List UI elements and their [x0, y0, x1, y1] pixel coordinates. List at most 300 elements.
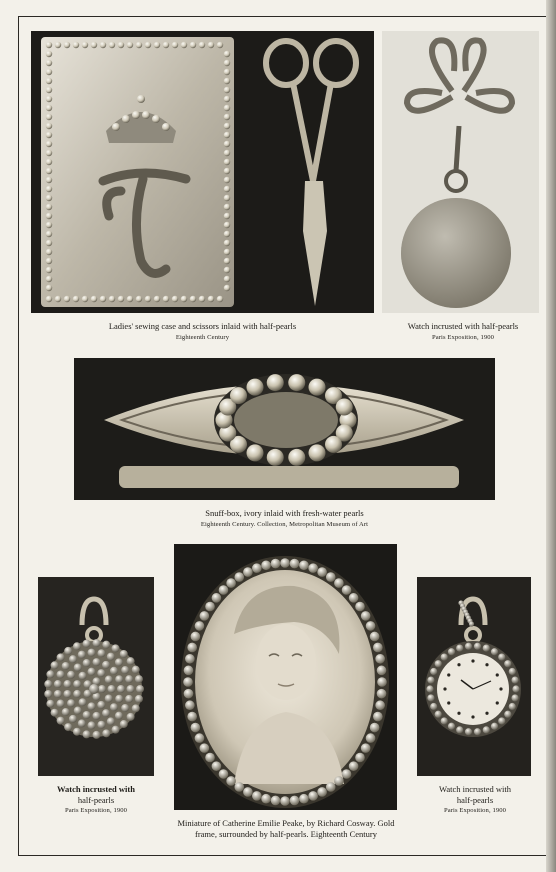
pearl — [219, 769, 229, 779]
pearl — [224, 213, 230, 219]
pearl — [136, 685, 144, 693]
pearl — [234, 572, 244, 582]
dial-tick — [471, 659, 474, 662]
pearl — [100, 42, 106, 48]
pearl — [224, 168, 230, 174]
pearl — [469, 621, 474, 626]
dial-tick — [499, 687, 502, 690]
pearl — [91, 296, 97, 302]
watch-left-caption — [33, 784, 159, 815]
pearl — [46, 51, 52, 57]
pearl — [46, 42, 52, 48]
pearl — [46, 87, 52, 93]
pearl — [121, 666, 129, 674]
pearl — [54, 690, 62, 698]
pearl — [224, 249, 230, 255]
pearl — [46, 700, 54, 708]
pearl — [427, 694, 434, 701]
pearl — [57, 717, 65, 725]
pearl — [325, 436, 342, 453]
pearl — [474, 728, 481, 735]
pearl — [224, 186, 230, 192]
dial-tick — [485, 663, 488, 666]
pearl — [135, 695, 143, 703]
pearl — [271, 796, 281, 806]
pearl — [88, 649, 96, 657]
pearl — [118, 42, 124, 48]
pearl — [120, 720, 128, 728]
pearl — [456, 726, 463, 733]
pearl — [63, 680, 71, 688]
pearl — [224, 240, 230, 246]
pearl — [224, 60, 230, 66]
pearl — [46, 78, 52, 84]
pearl — [73, 642, 81, 650]
pearl — [57, 653, 65, 661]
pearl — [342, 585, 352, 595]
pearl — [46, 159, 52, 165]
pearl — [224, 276, 230, 282]
pearl — [120, 650, 128, 658]
snuff-box-base — [119, 466, 459, 488]
pearl — [46, 195, 52, 201]
pearl — [200, 611, 210, 621]
pearl — [46, 150, 52, 156]
pearl — [79, 672, 87, 680]
pearl — [78, 651, 86, 659]
pearl — [349, 593, 359, 603]
pearl — [46, 240, 52, 246]
pearl — [88, 668, 96, 676]
pearl — [183, 677, 193, 687]
pearl — [46, 123, 52, 129]
pearl — [191, 723, 201, 733]
pearl — [115, 695, 123, 703]
pearl — [199, 296, 205, 302]
pearl — [224, 285, 230, 291]
pearl — [426, 685, 433, 692]
pearl — [83, 640, 91, 648]
pearl — [184, 666, 194, 676]
pearl — [46, 276, 52, 282]
pearl — [280, 558, 290, 568]
clover-watch-caption — [382, 321, 544, 342]
pearl — [115, 675, 123, 683]
pearl — [195, 733, 205, 743]
pearl — [267, 449, 284, 466]
pearl — [200, 743, 210, 753]
pearl — [154, 42, 160, 48]
pearl — [280, 796, 290, 806]
pearl — [243, 787, 253, 797]
pearl — [46, 69, 52, 75]
pearl — [366, 733, 376, 743]
pearl — [46, 141, 52, 147]
pearl — [125, 695, 133, 703]
pearl — [44, 680, 52, 688]
pearl — [54, 680, 62, 688]
pearl — [474, 643, 481, 650]
pearl — [107, 653, 115, 661]
pearl — [212, 593, 222, 603]
pearl — [46, 168, 52, 174]
pearl — [430, 668, 437, 675]
pearl — [326, 572, 336, 582]
pearl — [205, 753, 215, 763]
pearl — [46, 258, 52, 264]
pearl — [115, 712, 123, 720]
pearl — [226, 776, 236, 786]
pearl — [224, 141, 230, 147]
pearl — [190, 296, 196, 302]
pearl — [55, 296, 61, 302]
pearl — [217, 296, 223, 302]
pearl — [308, 563, 318, 573]
pearl — [448, 723, 455, 730]
pearl — [230, 387, 247, 404]
pearl — [271, 559, 281, 569]
pearl — [435, 660, 442, 667]
pearl — [511, 694, 518, 701]
pearl — [308, 791, 318, 801]
caption-text: Watch incrusted with half-pearls — [407, 321, 519, 331]
pearl — [92, 639, 100, 647]
pearl — [187, 712, 197, 722]
pearl — [498, 653, 505, 660]
pearl — [74, 663, 82, 671]
pearl — [195, 621, 205, 631]
pearl — [456, 645, 463, 652]
caption-line2: frame, surrounded by half-pearls. Eighteenth Century — [195, 828, 377, 839]
pearl — [224, 96, 230, 102]
pearl — [73, 42, 79, 48]
pearl — [57, 670, 65, 678]
pearl — [69, 715, 77, 723]
pearl — [64, 42, 70, 48]
pearl — [512, 685, 519, 692]
pearl — [252, 563, 262, 573]
pearl — [97, 701, 105, 709]
pearl — [317, 787, 327, 797]
pearl — [224, 69, 230, 75]
pearl — [91, 42, 97, 48]
pearl — [226, 578, 236, 588]
pearl — [208, 296, 214, 302]
pearl — [267, 374, 284, 391]
pearl — [92, 712, 100, 720]
pearl — [224, 159, 230, 165]
pearl — [127, 296, 133, 302]
caption-text: Ladies' sewing case and scissors inlaid with half-pearls — [108, 321, 297, 331]
pearl — [191, 632, 201, 642]
pearl — [224, 222, 230, 228]
pearl — [326, 782, 336, 792]
pearl — [247, 444, 264, 461]
pearl — [83, 730, 91, 738]
pearl — [370, 632, 380, 642]
pearl — [117, 685, 125, 693]
pearl — [132, 704, 140, 712]
dial-tick — [457, 712, 460, 715]
pearl — [290, 796, 300, 806]
dial-tick — [457, 663, 460, 666]
pearl — [288, 374, 305, 391]
miniature-caption — [150, 818, 422, 839]
pearl — [252, 791, 262, 801]
pearl — [67, 699, 75, 707]
pearl — [46, 296, 52, 302]
pearl — [377, 689, 387, 699]
miniature-photo — [174, 544, 397, 810]
pearl — [55, 42, 61, 48]
pearl — [441, 653, 448, 660]
pearl — [46, 213, 52, 219]
caption-line1: Miniature of Catherine Emilie Peake, by Richard Cosway. Gold — [177, 818, 395, 828]
pearl — [224, 267, 230, 273]
pearl — [504, 660, 511, 667]
pearl — [181, 42, 187, 48]
pearl — [136, 296, 142, 302]
pearl — [448, 648, 455, 655]
pearl — [102, 729, 110, 737]
caption-line1: Watch incrusted with — [57, 784, 135, 794]
pearl — [290, 559, 300, 569]
pearl — [46, 186, 52, 192]
pearl — [145, 296, 151, 302]
pearl — [46, 60, 52, 66]
pearl — [108, 685, 116, 693]
pearl — [115, 658, 123, 666]
caption-subtext: Paris Exposition, 1900 — [443, 807, 507, 815]
pearl — [212, 761, 222, 771]
pearl — [102, 709, 110, 717]
pearl — [483, 726, 490, 733]
pearl — [73, 680, 81, 688]
caption-subtext: Paris Exposition, 1900 — [431, 333, 495, 341]
pearl — [89, 684, 99, 694]
pearl — [317, 567, 327, 577]
pearl — [498, 717, 505, 724]
pearl — [46, 177, 52, 183]
caption-line2: half-pearls — [77, 794, 115, 805]
pearl — [299, 560, 309, 570]
caption-subtext: Paris Exposition, 1900 — [64, 807, 128, 815]
pearl — [334, 776, 344, 786]
pearl — [224, 132, 230, 138]
pearl — [208, 42, 214, 48]
pearl — [46, 204, 52, 210]
pearl — [224, 78, 230, 84]
pearl — [100, 296, 106, 302]
pearl — [187, 643, 197, 653]
pearl — [355, 753, 365, 763]
pearl — [261, 794, 271, 804]
pearl — [62, 662, 70, 670]
pearl — [97, 669, 105, 677]
pearl — [97, 649, 105, 657]
pearl — [46, 132, 52, 138]
pearl — [112, 644, 120, 652]
dial-tick — [447, 701, 450, 704]
pearl — [46, 96, 52, 102]
snuff-box-photo — [74, 358, 495, 500]
pearl — [64, 723, 72, 731]
dial-tick — [496, 673, 499, 676]
pearl — [92, 658, 100, 666]
pearl — [427, 676, 434, 683]
pearl — [219, 585, 229, 595]
pearl — [199, 42, 205, 48]
pearl — [309, 444, 326, 461]
pearl — [309, 379, 326, 396]
sewing-case-caption — [31, 321, 374, 342]
pearl — [63, 690, 71, 698]
pearl — [105, 676, 113, 684]
pearl — [224, 195, 230, 201]
snuff-box-caption — [74, 508, 495, 529]
pearl — [73, 728, 81, 736]
pearl — [107, 717, 115, 725]
pearl — [112, 726, 120, 734]
dial-tick — [447, 673, 450, 676]
pearl — [224, 150, 230, 156]
pearl — [336, 399, 353, 416]
pearl — [110, 667, 118, 675]
pearl — [69, 655, 77, 663]
pearl — [79, 698, 87, 706]
pearl — [83, 659, 91, 667]
pearl — [46, 249, 52, 255]
sewing-case-photo — [31, 31, 374, 313]
caption-subtext: Eighteenth Century. Collection, Metropolitan Museum of Art — [200, 520, 369, 528]
pearl — [377, 666, 387, 676]
pearl — [109, 296, 115, 302]
pearl — [46, 285, 52, 291]
page-edge-shadow — [546, 0, 556, 872]
pearl — [102, 641, 110, 649]
pearl — [51, 709, 59, 717]
pearl — [172, 296, 178, 302]
pearl — [88, 721, 96, 729]
pearl — [46, 222, 52, 228]
pearl — [465, 643, 472, 650]
pearl — [491, 648, 498, 655]
pearl — [224, 123, 230, 129]
pearl — [224, 204, 230, 210]
pearl — [136, 42, 142, 48]
pearl — [46, 105, 52, 111]
pearl — [190, 42, 196, 48]
pearl — [247, 379, 264, 396]
pearl — [361, 743, 371, 753]
pearl — [355, 602, 365, 612]
pearl — [441, 717, 448, 724]
dial-tick — [471, 715, 474, 718]
pearl — [125, 675, 133, 683]
pearl — [172, 42, 178, 48]
pearl — [57, 700, 65, 708]
pearl — [154, 296, 160, 302]
pearl — [185, 654, 195, 664]
pearl — [334, 578, 344, 588]
pearl — [83, 711, 91, 719]
caption-text: Snuff-box, ivory inlaid with fresh-water pearls — [205, 508, 364, 518]
caption-line2: half-pearls — [456, 794, 494, 805]
pearl — [299, 794, 309, 804]
pearl — [224, 258, 230, 264]
pearl — [110, 703, 118, 711]
pearl — [491, 723, 498, 730]
pearl — [349, 761, 359, 771]
pearl — [67, 671, 75, 679]
pearl — [181, 296, 187, 302]
pearl — [217, 42, 223, 48]
pearl — [224, 177, 230, 183]
pearl — [105, 694, 113, 702]
pearl — [435, 711, 442, 718]
pearl — [361, 611, 371, 621]
pearl — [127, 685, 135, 693]
pearl — [373, 643, 383, 653]
pearl — [97, 721, 105, 729]
pearl — [127, 713, 135, 721]
pearl — [64, 296, 70, 302]
pearl — [366, 621, 376, 631]
pearl — [44, 690, 52, 698]
pearl — [98, 685, 106, 693]
pearl — [288, 449, 305, 466]
pearl — [73, 296, 79, 302]
dial-tick — [485, 712, 488, 715]
pearl — [102, 661, 110, 669]
pearl — [511, 676, 518, 683]
pearl — [224, 51, 230, 57]
pearl — [132, 666, 140, 674]
pearl — [509, 703, 516, 710]
pearl — [88, 702, 96, 710]
watch-right-caption — [412, 784, 538, 815]
pearl — [430, 703, 437, 710]
pearl — [224, 105, 230, 111]
watch-left-photo — [38, 577, 154, 776]
pearl — [78, 719, 86, 727]
pearl — [224, 114, 230, 120]
pearl — [224, 87, 230, 93]
pearl — [121, 704, 129, 712]
pearl — [184, 689, 194, 699]
pearl — [377, 677, 387, 687]
pearl — [342, 769, 352, 779]
pearl — [509, 668, 516, 675]
pearl — [46, 267, 52, 273]
pearl — [243, 567, 253, 577]
pearl — [145, 42, 151, 48]
caption-line1: Watch incrusted with — [438, 784, 512, 794]
pearl — [375, 654, 385, 664]
dial-tick — [443, 687, 446, 690]
pearl — [465, 728, 472, 735]
pearl — [135, 675, 143, 683]
pearl — [127, 42, 133, 48]
pearl — [92, 731, 100, 739]
pearl — [483, 645, 490, 652]
pearl — [205, 602, 215, 612]
pearl — [118, 296, 124, 302]
pearl — [82, 296, 88, 302]
watch-right-photo — [417, 577, 531, 776]
pearl — [73, 690, 81, 698]
pearl — [46, 670, 54, 678]
